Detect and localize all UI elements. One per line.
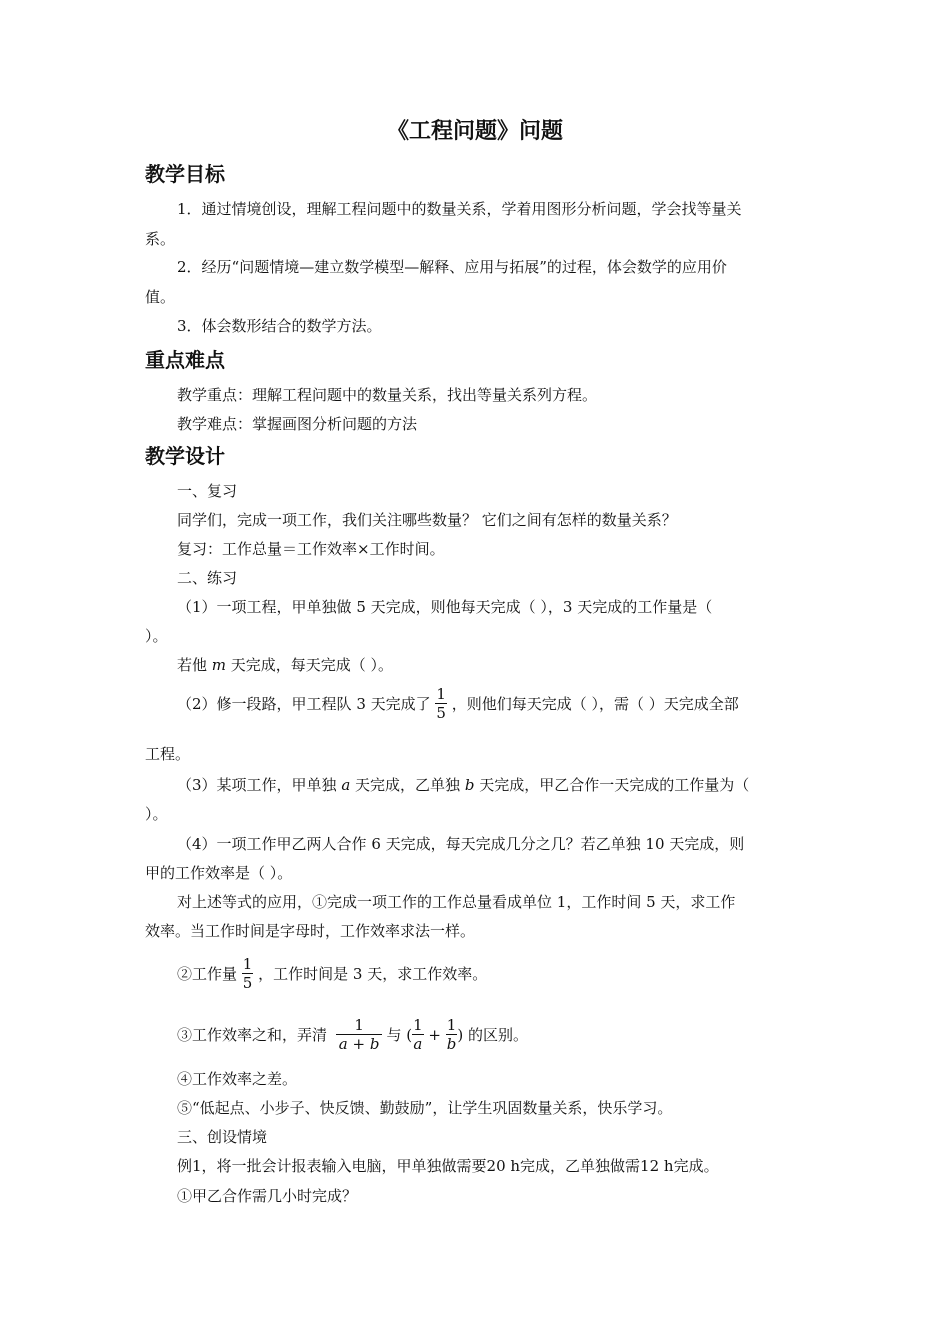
review-question: 同学们，完成一项工作，我们关注哪些数量？ 它们之间有怎样的数量关系？ bbox=[177, 511, 677, 529]
teaching-focus: 教学重点：理解工程问题中的数量关系，找出等量关系列方程。 bbox=[177, 386, 598, 404]
document-title: 《工程问题》问题 bbox=[386, 118, 563, 144]
practice-title: 二、练习 bbox=[177, 569, 238, 587]
practice-1-line-3: 若他 m 天完成，每天完成（ ）。 bbox=[177, 656, 394, 674]
goal-2-line-1: 2．经历“问题情境—建立数学模型—解释、应用与拓展”的过程，体会数学的应用价 bbox=[177, 258, 727, 276]
teaching-difficulty: 教学难点：掌握画图分析问题的方法 bbox=[177, 415, 418, 433]
practice-2-line-1: （2）修一段路，甲工程队 3 天完成了 $\frac{1}{5}$ ，则他们每天完成（ ），需（ ）天完成全部 bbox=[177, 684, 739, 722]
review-title: 一、复习 bbox=[177, 482, 238, 500]
application-line-1: 对上述等式的应用，①完成一项工作的工作总量看成单位 1，工作时间 5 天，求工作 bbox=[177, 893, 736, 911]
application-line-2: 效率。当工作时间是字母时，工作效率求法一样。 bbox=[145, 922, 476, 940]
practice-1-line-2: ）。 bbox=[145, 627, 168, 645]
application-4: ④工作效率之差。 bbox=[177, 1070, 298, 1088]
fraction-one-fifth: $\frac{1}{5}$ bbox=[436, 684, 446, 722]
application-2: ②工作量 $\frac{1}{5}$ ，工作时间是 3 天，求工作效率。 bbox=[177, 954, 488, 992]
goal-1-line-1: 1．通过情境创设，理解工程问题中的数量关系，学着用图形分析问题，学会找等量关 bbox=[177, 200, 742, 218]
scenario-title: 三、创设情境 bbox=[177, 1128, 268, 1146]
section-heading-design: 教学设计 bbox=[145, 444, 225, 468]
practice-1-line-1: （1）一项工程，甲单独做 5 天完成，则他每天完成（ ），3 天完成的工作量是（ bbox=[177, 598, 713, 616]
goal-1-line-2: 系。 bbox=[145, 230, 176, 248]
fraction-one-fifth-2: $\frac{1}{5}$ bbox=[242, 954, 253, 992]
fraction-one-over-a-plus-b: $\frac{1}{a + b}$ bbox=[336, 1016, 383, 1053]
section-heading-goals: 教学目标 bbox=[145, 162, 225, 186]
fraction-one-over-b: $\frac{1}{b}$ bbox=[446, 1015, 457, 1053]
goal-2-line-2: 值。 bbox=[145, 288, 176, 306]
practice-4-line-2: 甲的工作效率是（ ）。 bbox=[145, 864, 293, 882]
fraction-one-over-a: $\frac{1}{a}$ bbox=[413, 1015, 423, 1053]
practice-3-line-2: ）。 bbox=[145, 805, 168, 823]
review-formula: 复习：工作总量＝工作效率×工作时间。 bbox=[177, 540, 445, 558]
practice-3-line-1: （3）某项工作，甲单独 a 天完成，乙单独 b 天完成，甲乙合作一天完成的工作量为（ bbox=[177, 776, 750, 794]
goal-3: 3．体会数形结合的数学方法。 bbox=[177, 317, 382, 335]
application-5: ⑤“低起点、小步子、快反馈、勤鼓励”，让学生巩固数量关系，快乐学习。 bbox=[177, 1099, 673, 1117]
section-heading-key-points: 重点难点 bbox=[145, 348, 225, 372]
practice-2-line-2: 工程。 bbox=[145, 745, 191, 763]
application-3: ③工作效率之和，弄清 $\frac{1}{a + b}$ 与 ( $\frac{1}{a}$ + $\frac{1}{b}$ ) 的区别。 bbox=[177, 1015, 528, 1053]
example-1-question-1: ①甲乙合作需几小时完成？ bbox=[177, 1187, 358, 1205]
practice-4-line-1: （4）一项工作甲乙两人合作 6 天完成，每天完成几分之几？若乙单独 10 天完成，则 bbox=[177, 835, 745, 853]
example-1: 例1，将一批会计报表输入电脑，甲单独做需要20 h完成，乙单独做需12 h完成。 bbox=[177, 1157, 719, 1175]
